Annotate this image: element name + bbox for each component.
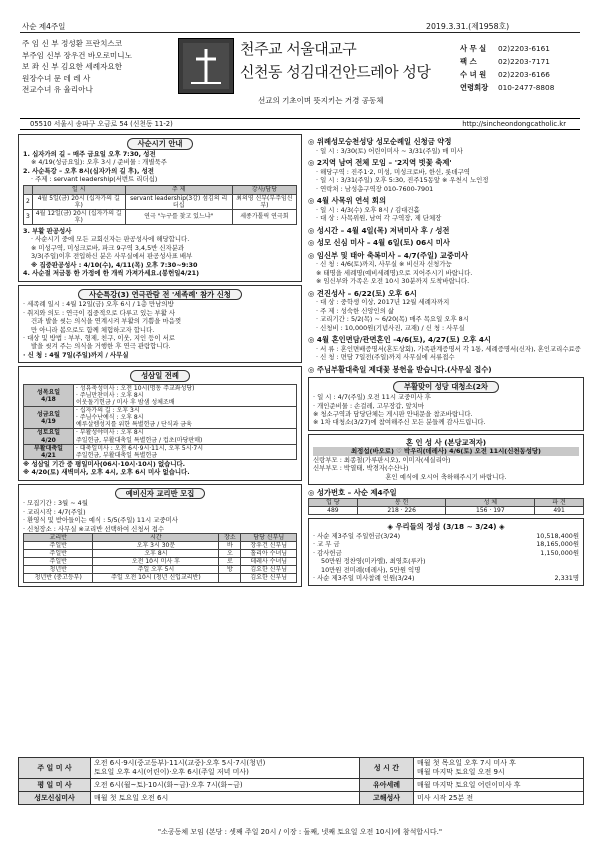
mass-schedule bbox=[18, 757, 584, 805]
parish-logo bbox=[178, 38, 234, 94]
table-row: 성금요일 4/19 · 십자가의 길 : 오후 3시 · 주님수난예식 : 오후 8시 예루살렘성지를 위한 특별헌금 / 단식과 금육 bbox=[24, 407, 297, 429]
easter-clean-title: 부활맞이 성당 대청소(2차 bbox=[393, 381, 499, 393]
notice-title: ◎ 임신부 및 태아 축복미사 – 4/7(주일) 교중미사 bbox=[308, 250, 469, 260]
notice-title: ◎ 4월 사목위 연석 회의 bbox=[308, 196, 386, 206]
notice-title: ◎ 주님부활대축일 제대꽃 봉헌을 받습니다.(사무실 접수) bbox=[308, 364, 492, 374]
notice-title: ◎ 성모 신심 미사 – 4월 6일(토) 06시 미사 bbox=[308, 238, 450, 248]
notice-line: · 교리기간 : 5/2(목) ~ 6/20(목) 매주 목요일 오후 8시 bbox=[316, 315, 469, 324]
lent-item: ※ 4/19(성금요일): 오후 3시 / 준비물 : 개별묵주 bbox=[31, 158, 167, 167]
finance-row: · 사순 제3주일 미사참례 인원(3/24) 2,331명 bbox=[313, 573, 579, 582]
clean-line: ※ 청소구역과 담당단체는 게시판 안내문을 참조바랍니다. bbox=[313, 409, 473, 418]
finance-row: · 감사헌금 1,150,000원 bbox=[313, 548, 579, 557]
lent-box bbox=[18, 134, 302, 282]
address-bar bbox=[20, 118, 580, 130]
top-rule bbox=[20, 32, 580, 33]
play-line: 만 아니라 봄으로도 함께 체험하고자 합니다. bbox=[31, 325, 155, 334]
wedding-line: 신랑부모 : 최종철(가루판시오), 이미자(세실리아) bbox=[313, 455, 451, 464]
play-line: · 세족례 일시 : 4월 12일(금) 오후 6시 / 1층 만남의방 bbox=[23, 300, 174, 309]
holy-week-table bbox=[23, 384, 297, 460]
notice-title: ◎ 견진성사 – 6/22(토) 오후 6시 bbox=[308, 288, 417, 298]
top-right: 2019.3.31.(제1958호) bbox=[426, 22, 510, 31]
catechumen-box bbox=[18, 484, 302, 587]
lent-item: · 사순시기 중에 모든 교회신자는 판공성사에 해당합니다. bbox=[31, 235, 190, 244]
table-row: 2 4월 5일(금) 20시 (십자가의 길 후) servant leadership(3강) 섬김의 리더십 최의영 신부(부주임신부) bbox=[24, 194, 297, 209]
table-row: 성토요일 4/20 · 부활성야미사 : 오후 8시 주일헌금, 부활대축일 특별헌금 / 컵초(마당판매) bbox=[24, 429, 297, 444]
play-line: 건과 발을 씻는 의식을 연계시켜 부활의 기쁨을 마음껏 bbox=[31, 317, 182, 326]
clean-line: ※ 1차 대청소(3/27)에 참여해주신 모든 분들께 감사드립니다. bbox=[313, 418, 486, 427]
finance-row: · 교 무 금 18,165,000원 bbox=[313, 540, 579, 549]
table-row: 부활대축일 4/21 · 대축일미사 : 오전 6시·9시·11시, 오후 5시·7시 주일헌금, 부활대축일 특별헌금 bbox=[24, 444, 297, 459]
play-line: · 취지와 의도 : 연극이 집중적으로 다루고 있는 부활 사 bbox=[23, 308, 176, 317]
lecture-table: 일 시 주 제 강사/담당 2 4월 5일(금) 20시 (십자가의 길 후) servant leadership(3강) 섬김의 리더십 최의영 신부(부주임신부) 3 4월 12일(금) 20시 (십자가의 길 후) 연극 "누구를 찾고 있느냐" 세종가톨릭 연극회 bbox=[23, 185, 297, 224]
notice-title: ◎ 위례성모승천성당 성모순례일 신청금 약정 bbox=[308, 137, 452, 146]
notice-line: · 신청비 : 10,000원(기념사진, 교재) / 신 청 : 사무실 bbox=[316, 323, 465, 332]
catechumen-line: · 교리시작 : 4/7(주일) bbox=[23, 507, 86, 516]
play-line: 발을 씻겨 주는 의식을 거행한 후 연극 관람합니다. bbox=[31, 342, 171, 351]
wedding-box bbox=[308, 434, 584, 485]
holy-week-note: ※ 4/20(토) 새벽미사, 오후 4시, 오후 6시 미사 없습니다. bbox=[23, 468, 190, 477]
hymns-table: 입 당 봉 헌 성 체 파 견 489 218 · 226 156 · 197 491 bbox=[308, 498, 584, 515]
notice-line: · 일 시 : 3/30(토) 어린이미사 ~ 3/31(주일) 매 미사 bbox=[316, 146, 463, 155]
top-left: 사순 제4주일 bbox=[22, 22, 66, 31]
left-column bbox=[18, 134, 302, 587]
notice-line: · 신 청 : 4/6(토)까지, 사무실 ※ 비신자 신청가능 bbox=[316, 260, 452, 269]
play-line: · 대상 및 방법 : 부부, 형제, 친구, 이웃, 지인 등이 서로 bbox=[23, 333, 175, 342]
staff-line: 전교수녀 유 율리아나 bbox=[22, 85, 93, 95]
easter-clean-box bbox=[308, 377, 584, 430]
contact-line: 팩 스 02)2203-7171 bbox=[460, 57, 550, 67]
contact-line: 사 무 실 02)2203-6161 bbox=[460, 44, 550, 53]
holy-week-note: ※ 성삼일 기간 중 평일미사(06시·10시·10시) 없습니다. bbox=[23, 459, 186, 468]
table-row: 주일반 오후 8시 오 홀리아 수녀님 bbox=[24, 550, 297, 558]
finance-box bbox=[308, 518, 584, 586]
catechumen-line: · 신청장소 : 사무실 ※교리반 선택하여 신청서 접수 bbox=[23, 524, 165, 533]
catechumen-line: · 환영식 및 받아들이는 예식 : 5/5(주일) 11시 교중미사 bbox=[23, 516, 178, 525]
finance-row: · 사순 제3주일 주일헌금(3/24) 10,518,400원 bbox=[313, 531, 579, 540]
catechumen-table: 교리반 시간 장소 담당 신부님 주일반 오후 3시 30분 바 장우건 신부님 주일반 오후 8시 오 홀리아 수녀님 주일반 오전 10시 미사 후 로 데레사 수녀님 청년반 주일 오후 5시 방 김요한 신부님 청년반 (중고등부) 주일 오전 10시 (청년 신입교리반) 김요한 신부님 bbox=[23, 533, 297, 582]
clean-line: · 일 시 : 4/7(주일) 오전 11시 교중미사 후 bbox=[313, 393, 431, 402]
notice-title: ◎ 성시간 – 4월 4일(목) 저녁미사 후 / 성전 bbox=[308, 225, 450, 235]
play-line: · 신 청 : 4월 7일(주일)까지 / 사무실 bbox=[23, 350, 129, 359]
contact-line: 수 녀 원 02)2203-6166 bbox=[460, 70, 550, 80]
notice-line: · 주 제 : 성숙한 신앙인의 삶 bbox=[316, 306, 395, 315]
play-box bbox=[18, 285, 302, 364]
lent-item: 3/3(주일)이후 전입하신 분은 사무실에서 판공성사표 배부 bbox=[31, 252, 193, 261]
contact-line: 연령회장 010-2477-8808 bbox=[460, 83, 555, 93]
notice-title: ◎ 2지역 남여 전체 모임 – '2지역 벗꽃 축제' bbox=[308, 158, 452, 168]
schedule-row: 평 일 미 사 오전 6시(월~토)·10시(화~금)·오후 7시(화~금) 유아세례 매월 마지막 토요일 어린이미사 후 bbox=[19, 779, 584, 792]
catechumen-line: · 모집기간 : 3월 ~ 4월 bbox=[23, 499, 88, 508]
table-row: 주일반 오후 3시 30분 바 장우건 신부님 bbox=[24, 542, 297, 550]
clean-line: · 개인준비물 : 손걸레, 고무장갑, 앞치마 bbox=[313, 401, 425, 410]
staff-line: 보 좌 신 부 김요한 세례자요한 bbox=[22, 62, 123, 72]
lent-title: 사순시기 안내 bbox=[127, 138, 194, 150]
table-row: 청년반 주일 오후 5시 방 김요한 신부님 bbox=[24, 566, 297, 574]
lent-item: ※ 집중판공성사 : 4/10(수), 4/11(목) 오후 7:30~9:30 bbox=[31, 260, 198, 269]
holy-week-title: 성삼일 전례 bbox=[130, 370, 190, 382]
table-row: 주일반 오전 10시 미사 후 로 데레사 수녀님 bbox=[24, 558, 297, 566]
footer-note: "소공동체 모임 (본당 : 셋째 주일 20시 / 이장 : 둘째, 넷째 토요일 오전 10시)에 참석합시다." bbox=[157, 828, 443, 836]
lent-item: ※ 미성구역, 미성크로바, 파크 9구역 3,4,5반 신자분과 bbox=[31, 243, 185, 252]
staff-line: 부주임 신부 장우건 바오로미니노 bbox=[22, 50, 132, 60]
notice-line: · 대 상 : 중학생 이상, 2017년 12월 세례자까지 bbox=[316, 298, 450, 307]
finance-row: 10만원 전미례(데레사), 5만원 익명 bbox=[321, 565, 421, 574]
lent-item: 2. 사순특강 – 오후 8시(십자가의 길 후), 성전 bbox=[23, 166, 154, 175]
wedding-title: 혼 인 성 사 (본당교적자) bbox=[405, 437, 487, 447]
schedule-row: 성모신심미사 매월 첫 토요일 오전 6시 고해성사 미사 시작 25분 전 bbox=[19, 792, 584, 805]
notice-line: · 신 청 : 면담 7일전(주일)까지 사무실에 서류접수 bbox=[316, 353, 455, 362]
notice-line: · 서 류 : 혼인면배증명서(혼도상회), 가족관계증명서 각 1통, 세례증명서(신자), 혼인교리수료증 bbox=[316, 344, 581, 353]
staff-line: 주 임 신 부 정성환 프란치스코 bbox=[22, 39, 123, 48]
staff-list bbox=[22, 38, 170, 96]
holy-week-box bbox=[18, 366, 302, 480]
staff-line: 원장수녀 문 데 레 사 bbox=[22, 73, 91, 83]
catechumen-title: 예비신자 교리반 모집 bbox=[115, 488, 206, 500]
notice-title: ◎ 4월 혼인면담/관면혼인 -4/6(토), 4/27(토) 오후 4시 bbox=[308, 335, 491, 345]
notice-line: · 일 시 : 4/3(수) 오후 8시 / 김대건홀 bbox=[316, 205, 420, 214]
wedding-head: 최정섭(바오로) ♡ 박우리(데레사) 4/6(토) 오전 11시(신천동성당) bbox=[313, 447, 579, 455]
finance-title: ◈ 우리들의 정성 (3/18 ~ 3/24) ◈ bbox=[387, 522, 505, 532]
lent-item: · 주제 : servant leadership(서번트 리더십) bbox=[31, 174, 158, 183]
address: 05510 서울시 송파구 오금로 54 (신천동 11-2) bbox=[30, 120, 173, 128]
table-row: 3 4월 12일(금) 20시 (십자가의 길 후) 연극 "누구를 찾고 있느냐" 세종가톨릭 연극회 bbox=[24, 209, 297, 224]
table-row: 청년반 (중고등부) 주일 오전 10시 (청년 신입교리반) 김요한 신부님 bbox=[24, 574, 297, 582]
lent-item: 3. 부활 판공성사 bbox=[23, 226, 72, 235]
notice-line: · 대 상 : 사목위원, 남여 각 구역장, 제 단체장 bbox=[316, 214, 442, 223]
notice-line: · 해당구역 : 진주1·2, 미성, 미성크로바, 한신, 롯데구역 bbox=[316, 167, 470, 176]
parish-title-2: 신천동 성김대건안드레아 성당 bbox=[240, 63, 431, 81]
play-title: 사순특강(3) 연극관람 전 '세족례' 참가 신청 bbox=[78, 289, 242, 301]
schedule-row: 주 일 미 사 오전 6시·9시(중고등부)·11시(교중)·오후 5시·7시(청년) 토요일 오후 4시(어린이)·오후 6시(주일 저녁 미사) 성 시 간 매월 첫 목요일 오후 7시 미사 후 매월 마지막 토요일 오전 9시 bbox=[19, 758, 584, 779]
notice-line: ※ 임신부와 가족은 오전 10시 30분까지 도착바랍니다. bbox=[316, 277, 470, 286]
contacts-block bbox=[460, 42, 585, 95]
notice-line: · 일 시 : 3/31(주일) 오후 5:30, 진주15동앞 ※ 우천시 노인정 bbox=[316, 176, 489, 185]
lent-item: 1. 십자가의 길 – 매주 금요일 오후 7:30, 성전 bbox=[23, 149, 156, 158]
wedding-line: 신부부모 : 박열태, 박경자(수산나) bbox=[313, 464, 409, 473]
hymns-title: ◎ 성가번호 – 사순 제4주일 bbox=[308, 488, 397, 498]
right-column bbox=[308, 134, 584, 586]
parish-title-1: 천주교 서울대교구 bbox=[240, 40, 357, 58]
notice-line: ※ 태명을 세례명(예비세례명)으로 지어주시기 바랍니다. bbox=[316, 268, 473, 277]
finance-row: 50만원 정찬영(미카엘), 최영호(루카) bbox=[321, 557, 426, 566]
notice-line: · 연락처 : 남성총구역장 010-7600-7901 bbox=[316, 184, 434, 193]
homepage-link[interactable]: http://sincheondongcatholic.kr bbox=[462, 120, 566, 128]
lent-item: 4. 사순절 저금통 한 가정에 한 개씩 가져가세요.(봉헌일4/21) bbox=[23, 269, 200, 278]
parish-motto: 선교의 기초이며 뜻지키는 거경 공동체 bbox=[258, 96, 384, 105]
wedding-line: 혼인 예식에 오시어 축하해주시기 바랍니다. bbox=[385, 472, 507, 481]
table-row: 성목요일 4/18 · 성유축성미사 : 오전 10시(명동 주교좌성당) · 주님만찬미사 : 오후 8시 이웃돌기헌금 / 미사 후 밤샘 성체조배 bbox=[24, 384, 297, 406]
